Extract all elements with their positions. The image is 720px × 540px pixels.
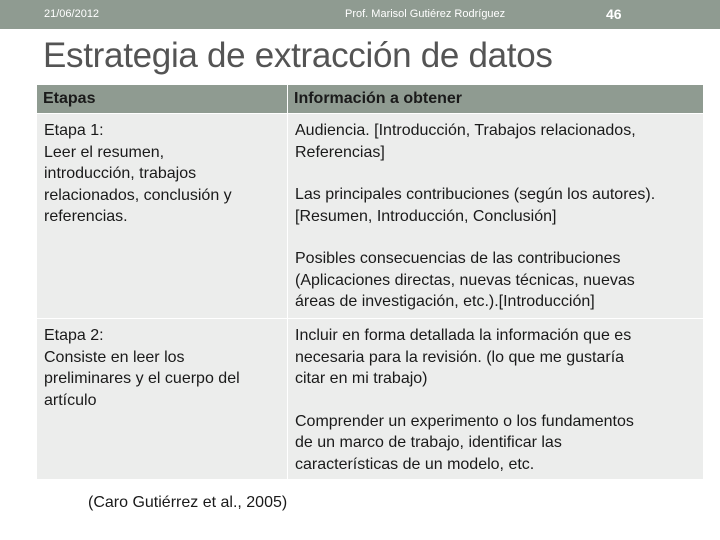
table-header-row <box>37 85 704 114</box>
stage-line: Etapa 1: <box>44 122 104 139</box>
slide-title: Estrategia de extracción de datos <box>43 36 553 75</box>
slide-date: 21/06/2012 <box>44 8 100 20</box>
extraction-table <box>36 84 704 480</box>
info-line: citar en mi trabajo) <box>295 370 428 387</box>
stage-line: Consiste en leer los <box>44 348 185 366</box>
info-line: Las principales contribuciones (según los autores). <box>295 186 656 203</box>
info-line: características de un modelo, etc. <box>295 455 535 473</box>
info-line: Audiencia. [Introducción, Trabajos relacionados, <box>295 122 636 139</box>
info-line: Incluir en forma detallada la información que es <box>295 327 632 344</box>
info-line: Comprender un experimento o los fundamentos <box>295 412 634 430</box>
info-line: necesaria para la revisión. (lo que me gustaría <box>295 348 625 366</box>
info-line: áreas de investigación, etc.).[Introducción] <box>295 293 595 310</box>
info-line: Referencias] <box>295 143 385 161</box>
info-paragraph <box>295 248 701 313</box>
slide-page-number: 46 <box>606 6 622 22</box>
info-paragraph <box>295 184 701 227</box>
stage-line: introducción, trabajos <box>44 165 197 182</box>
slide-author: Prof. Marisol Gutiérez Rodríguez <box>345 8 506 20</box>
header-bar <box>0 0 720 29</box>
stage-line: referencias. <box>44 208 128 225</box>
table-row <box>37 319 704 480</box>
table-row <box>37 114 704 319</box>
column-header-info: Información a obtener <box>288 85 704 114</box>
info-cell <box>288 114 704 319</box>
info-paragraph <box>295 411 701 476</box>
info-line: de un marco de trabajo, identificar las <box>295 434 562 451</box>
info-line: [Resumen, Introducción, Conclusión] <box>295 207 557 225</box>
stage-cell <box>37 319 288 480</box>
stage-line: relacionados, conclusión y <box>44 186 232 204</box>
info-paragraph <box>295 325 701 390</box>
info-line: Posibles consecuencias de las contribuciones <box>295 250 621 267</box>
info-cell <box>288 319 704 480</box>
stage-line: Leer el resumen, <box>44 143 165 161</box>
stage-cell <box>37 114 288 319</box>
info-line: (Aplicaciones directas, nuevas técnicas, nuevas <box>295 271 635 289</box>
info-paragraph <box>295 120 701 163</box>
stage-line: Etapa 2: <box>44 327 104 344</box>
citation: (Caro Gutiérrez et al., 2005) <box>88 494 288 511</box>
stage-line: artículo <box>44 391 97 409</box>
column-header-stages: Etapas <box>37 85 288 114</box>
stage-line: preliminares y el cuerpo del <box>44 370 240 387</box>
